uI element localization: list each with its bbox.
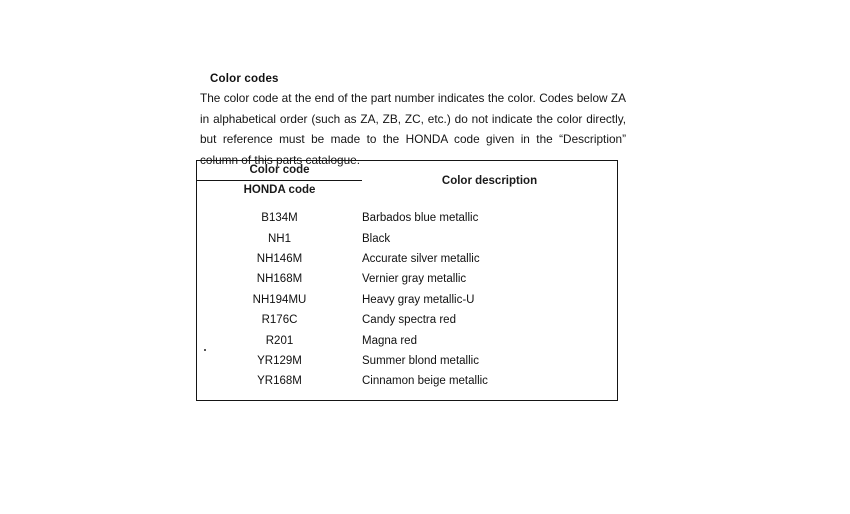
row-description: Magna red [362, 334, 417, 347]
row-code: YR129M [257, 354, 302, 367]
table-header-row [197, 161, 618, 201]
row-description: Black [362, 232, 391, 245]
table-body [197, 161, 618, 401]
row-code: NH194MU [252, 293, 307, 306]
row-description: Candy spectra red [362, 314, 456, 327]
header-color-description-label: Color description [441, 174, 538, 187]
row-code: NH1 [267, 232, 291, 245]
table-row [197, 310, 618, 330]
table-row [197, 269, 618, 289]
row-description: Barbados blue metallic [362, 212, 479, 225]
row-code: YR168M [257, 375, 302, 388]
spacer-right [362, 392, 618, 401]
table-row [197, 208, 618, 228]
row-code: R201 [265, 334, 294, 347]
intro-paragraph: The color code at the end of the part number indicates the color. Codes below ZA in alphabetical order (such as ZA, ZB, ZC, etc.) do not indicate the color directly, but reference must be made to the HONDA code given in the “Description” column of this parts catalogue. [200, 91, 626, 167]
spacer-left [197, 200, 363, 208]
table-row [197, 371, 618, 391]
row-code: B134M [261, 212, 298, 225]
color-code-table-wrapper [196, 160, 618, 401]
color-code-table [196, 160, 618, 401]
table-row [197, 290, 618, 310]
header-color-code-cell [197, 161, 363, 201]
table-row [197, 351, 618, 371]
row-code: NH146M [256, 252, 303, 265]
header-honda-code-label: HONDA code [243, 184, 316, 196]
row-description: Summer blond metallic [362, 354, 479, 367]
row-code: NH168M [256, 273, 303, 286]
row-description: Cinnamon beige metallic [362, 375, 488, 388]
row-code: R176C [261, 314, 298, 327]
row-description: Vernier gray metallic [362, 273, 467, 286]
table-row [197, 228, 618, 248]
table-bottom-spacer [197, 392, 618, 401]
header-color-code-label: Color code [197, 161, 362, 181]
row-description: Heavy gray metallic-U [362, 293, 475, 306]
table-top-spacer [197, 200, 618, 208]
spacer-left [197, 392, 363, 401]
table-row [197, 249, 618, 269]
scan-artifact-dot [204, 349, 206, 351]
table-row [197, 330, 618, 350]
row-description: Accurate silver metallic [362, 252, 480, 265]
spacer-right [362, 200, 618, 208]
section-heading: Color codes [210, 73, 279, 85]
